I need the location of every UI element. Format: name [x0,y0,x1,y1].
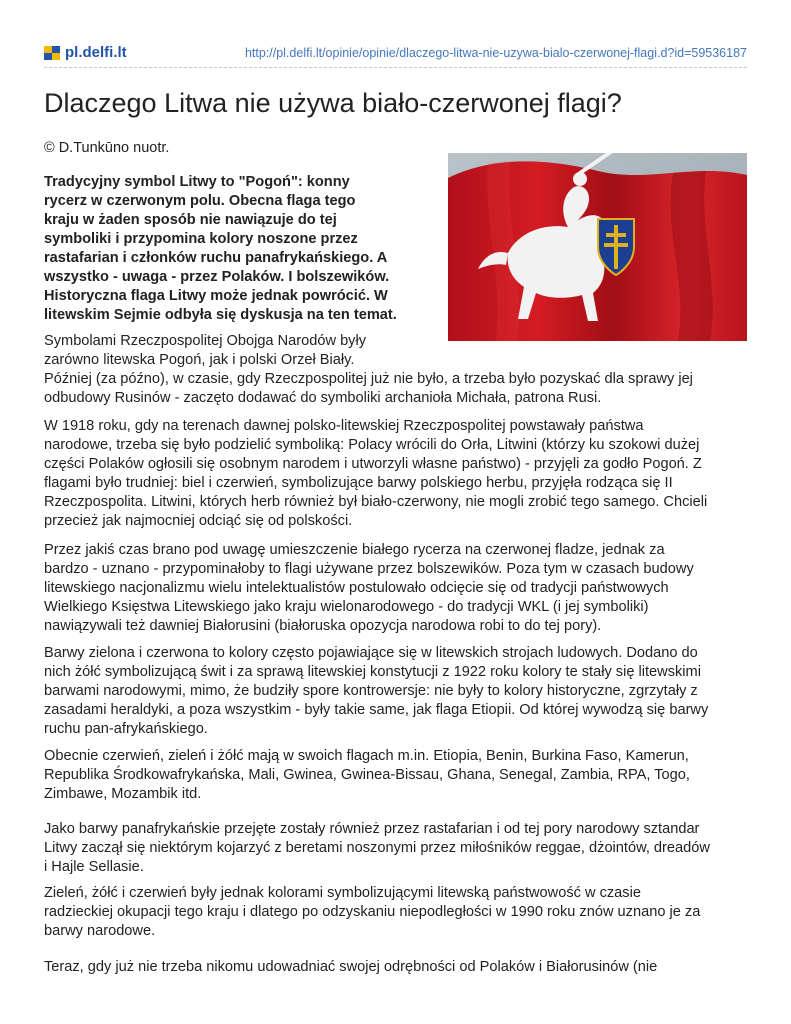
lithuanian-historical-flag-photo [448,153,747,341]
paragraph-line: nawiązywali też dawniej Białorusini (białoruska opozycja narodowa robi to do tej pory). [44,618,602,634]
lead-line: symboliki i przypomina kolory noszone przez [44,231,358,247]
paragraph-line: flagami było trudniej: biel i czerwień, symbolizujące barwy polskiego herbu, przyjęła rodząca się II [44,475,673,491]
paragraph-line: Zimbawe, Mozambik itd. [44,786,202,802]
lead-line: kraju w żaden sposób nie nawiązuje do tej [44,212,337,228]
paragraph-line: i Hajle Sellasie. [44,859,144,875]
paragraph-line: barwami narodowymi, mimo, że budziły spore kontrowersje: nie były to kolory historyczne, zgrzytały z [44,683,698,699]
body-paragraph [44,417,754,531]
paragraph-line: odbudowy Rusinów - zaczęto dodawać do symboliki archanioła Michała, patrona Rusi. [44,390,602,406]
paragraph-line: Obecnie czerwień, zieleń i żółć mają w swoich flagach m.in. Etiopia, Benin, Burkina Faso, Kamerun, [44,748,689,764]
paragraph-line: nich żółć symbolizującą świt i za sprawą litewskiej konstytucji z 1922 roku kolory te stały się litewskimi [44,664,701,680]
paragraph-line: Jako barwy panafrykańskie przejęte zostały również przez rastafarian i od tej pory narodowy sztandar [44,821,700,837]
lead-line: Historyczna flaga Litwy może jednak powrócić. W [44,288,388,304]
paragraph-line: Później (za późno), w czasie, gdy Rzeczpospolitej już nie było, a trzeba było pozyskać dla sprawy jej [44,371,693,387]
paragraph-line: ruchu pan-afrykańskiego. [44,721,208,737]
paragraph-line: Republika Środkowafrykańska, Mali, Gwinea, Gwinea-Bissau, Ghana, Senegal, Zambia, RPA, Togo, [44,767,690,783]
paragraph-line: Zieleń, żółć i czerwień były jednak kolorami symbolizującymi litewską państwowość w czasie [44,885,641,901]
body-paragraph [44,644,754,739]
paragraph-line: Barwy zielona i czerwona to kolory często pojawiające się w litewskich strojach ludowych. Dodano do [44,645,698,661]
site-name: pl.delfi.lt [65,44,127,61]
body-paragraph [44,541,754,636]
body-paragraph [44,747,754,804]
paragraph-line: Przez jakiś czas brano pod uwagę umieszczenie białego rycerza na czerwonej fladze, jednak za [44,542,665,558]
paragraph-line: barwy narodowe. [44,923,156,939]
delfi-logo-icon [44,46,60,60]
paragraph-line: narodowe, trzeba się było podzielić symboliką: Polacy wrócili do Orła, Litwini (którzy ku szokowi dużej [44,437,700,453]
paragraph-line: Wielkiego Księstwa Litewskiego jako kraju wielonarodowego - do tradycji WKL (i jej symboliki) [44,599,649,615]
body-paragraph [44,958,754,977]
paragraph-line: litewskiego nacjonalizmu wielu intelektualistów postulowało odcięcie się od tradycji państwowych [44,580,669,596]
lead-line: Tradycyjny symbol Litwy to "Pogoń": konny [44,174,350,190]
article-lead [44,173,436,325]
lead-line: litewskim Sejmie odbyła się dyskusja na ten temat. [44,307,397,323]
paragraph-line: Teraz, gdy już nie trzeba nikomu udowadniać swojej odrębności od Polaków i Białorusinów (nie [44,959,658,975]
paragraph-line: Rzeczpospolita. Litwini, których herb również był biało-czerwony, nie mogli zrobić tego samego. Chcieli [44,494,708,510]
paragraph-line: części Polaków ogłosili się osobnym narodem i utworzyli własne państwo) - przyjęli za godło Pogoń. Z [44,456,702,472]
article-url-link[interactable]: http://pl.delfi.lt/opinie/opinie/dlaczego-litwa-nie-uzywa-bialo-czerwonej-flagi.d?id=59536187 [244,46,747,60]
paragraph-line: przecież jak najmocniej odciąć się od polskości. [44,513,353,529]
paragraph-line: bardzo - uznano - przypominałoby to flagi używane przez bolszewików. Poza tym w czasach budowy [44,561,694,577]
paragraph-line: W 1918 roku, gdy na terenach dawnej polsko-litewskiej Rzeczpospolitej powstawały państwa [44,418,644,434]
paragraph-line: zasadami heraldyki, a poza wszystkim - były takie same, jak flaga Etiopii. Od której wywodzą się barwy [44,702,709,718]
body-paragraph [44,820,754,877]
body-paragraph [44,884,754,941]
paragraph-line: zarówno litewska Pogoń, jak i polski Orzeł Biały. [44,352,355,368]
photo-credit: © D.Tunkūno nuotr. [44,140,170,156]
body-paragraph [44,332,754,408]
header-divider [44,67,747,68]
article-title: Dlaczego Litwa nie używa biało-czerwonej flagi? [44,88,622,118]
lead-line: rycerz w czerwonym polu. Obecna flaga tego [44,193,356,209]
lead-line: rastafarian i członków ruchu panafrykańskiego. A [44,250,388,266]
paragraph-line: Litwy zaczął się niektórym kojarzyć z beretami noszonymi przez miłośników reggae, dżointów, dreadów [44,840,710,856]
paragraph-line: Symbolami Rzeczpospolitej Obojga Narodów były [44,333,367,349]
lead-line: wszystko - uwaga - przez Polaków. I bolszewików. [44,269,390,285]
site-logo-link[interactable] [44,44,127,61]
paragraph-line: radzieckiej okupacji tego kraju i dlatego po odzyskaniu niepodległości w 1990 roku znów uznano je za [44,904,701,920]
